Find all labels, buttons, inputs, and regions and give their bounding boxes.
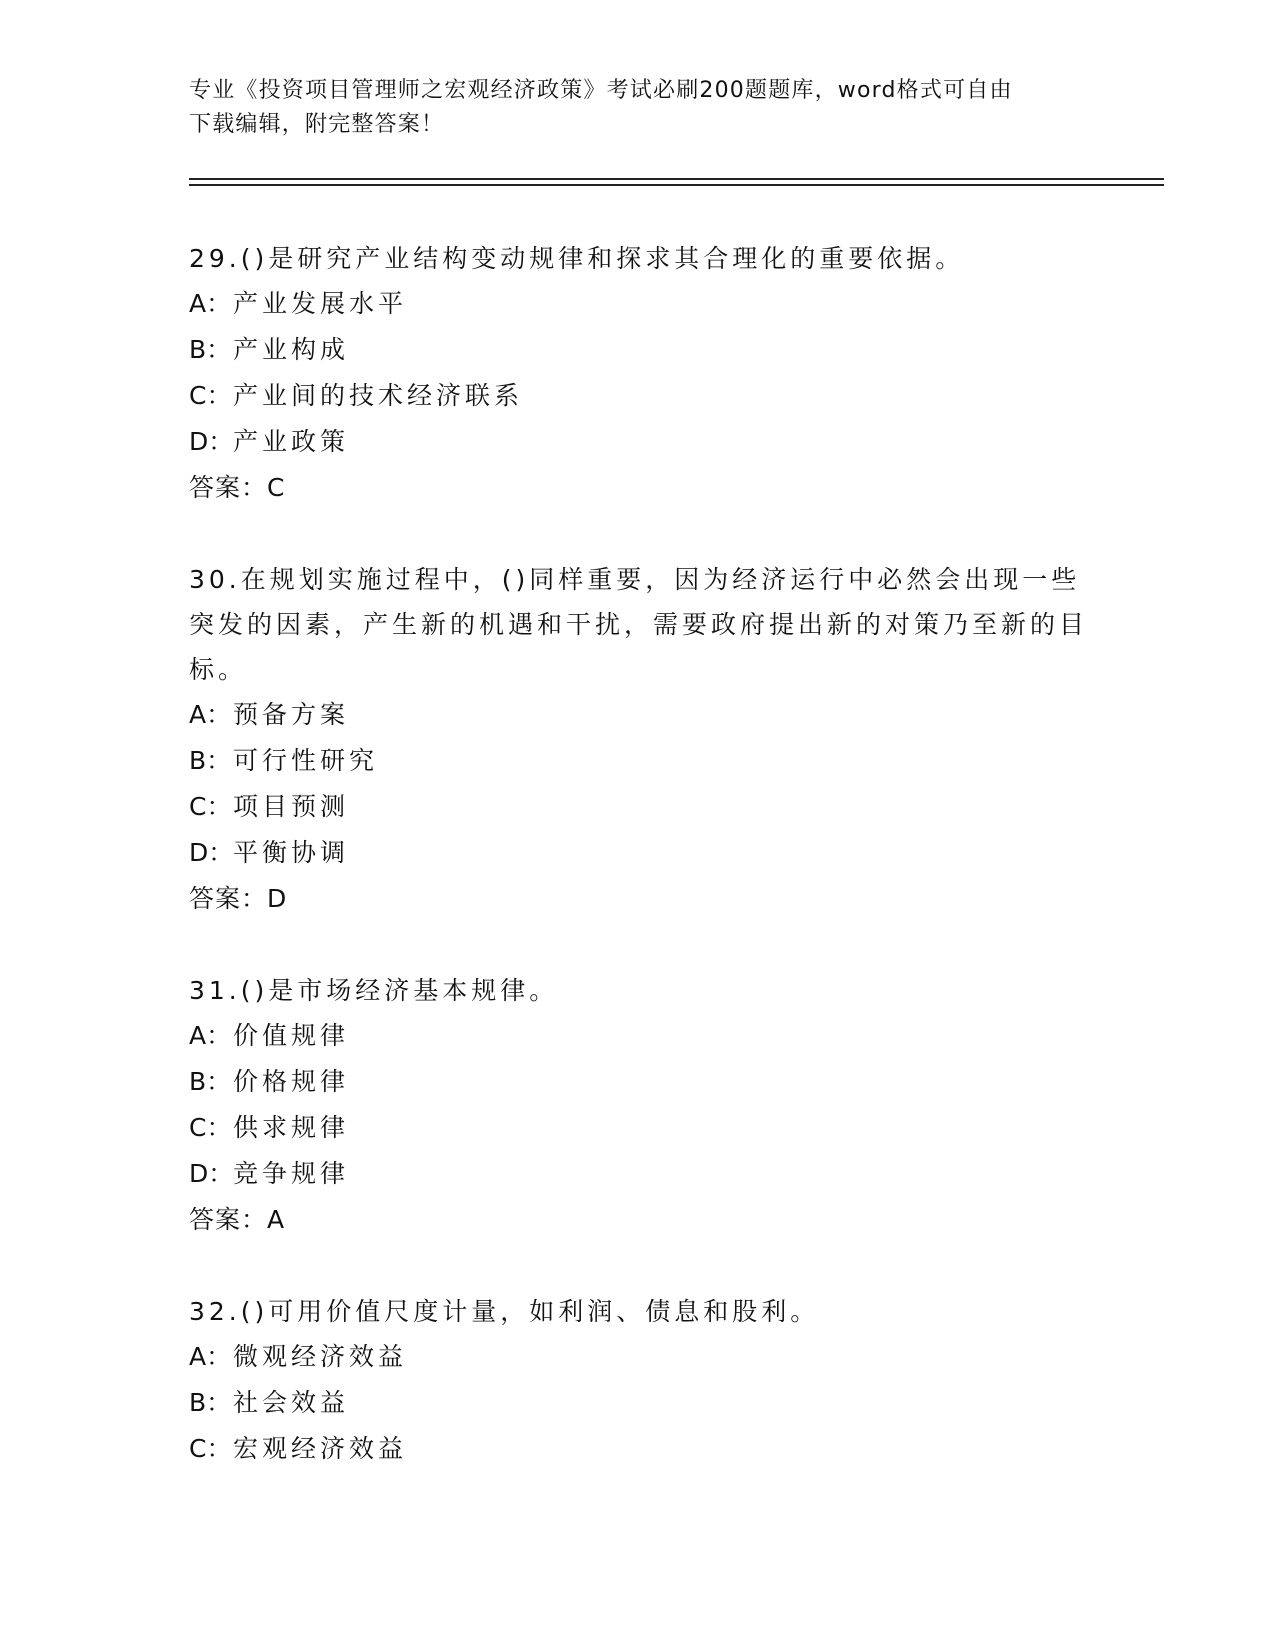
option-key: A：	[189, 289, 232, 318]
answer-line: 答案：C	[189, 473, 286, 502]
option-c	[189, 373, 1089, 419]
question-text	[189, 236, 1089, 281]
question-text	[189, 968, 1089, 1013]
question-30	[189, 557, 1089, 922]
option-b	[189, 738, 1089, 784]
option-text: 产业间的技术经济联系	[233, 381, 524, 410]
question-stem: ()是市场经济基本规律。	[240, 976, 559, 1005]
question-number: 29.	[189, 244, 241, 273]
question-32	[189, 1289, 1089, 1472]
option-d	[189, 830, 1089, 876]
question-text	[189, 1289, 1089, 1334]
option-c	[189, 1105, 1089, 1151]
option-key: A：	[189, 1021, 232, 1050]
option-b	[189, 1059, 1089, 1105]
option-key: C：	[189, 381, 232, 410]
question-number: 32.	[189, 1297, 241, 1326]
question-stem: ()可用价值尺度计量，如利润、债息和股利。	[240, 1297, 820, 1326]
option-key: B：	[189, 1388, 232, 1417]
option-key: B：	[189, 335, 232, 364]
option-a	[189, 1013, 1089, 1059]
option-key: C：	[189, 792, 232, 821]
option-text: 预备方案	[233, 700, 350, 729]
answer-line: 答案：D	[189, 884, 288, 913]
option-key: C：	[189, 1113, 232, 1142]
option-text: 项目预测	[233, 792, 350, 821]
question-stem: ()是研究产业结构变动规律和探求其合理化的重要依据。	[240, 244, 965, 273]
option-key: B：	[189, 746, 232, 775]
option-text: 产业政策	[233, 427, 350, 456]
option-d	[189, 419, 1089, 465]
answer-line: 答案：A	[189, 1205, 286, 1234]
option-c	[189, 784, 1089, 830]
option-b	[189, 327, 1089, 373]
header-line-1: 专业《投资项目管理师之宏观经济政策》考试必刷200题题库，word格式可自由	[189, 78, 1013, 103]
option-b	[189, 1380, 1089, 1426]
question-29	[189, 236, 1089, 511]
option-key: C：	[189, 1434, 232, 1463]
option-key: D：	[189, 427, 234, 456]
option-text: 社会效益	[233, 1388, 350, 1417]
option-d	[189, 1151, 1089, 1197]
option-key: B：	[189, 1067, 232, 1096]
option-key: A：	[189, 1342, 232, 1371]
question-31	[189, 968, 1089, 1243]
option-text: 产业构成	[233, 335, 350, 364]
question-number: 30.	[189, 565, 241, 594]
option-key: A：	[189, 700, 232, 729]
header-line-2: 下载编辑，附完整答案！	[189, 112, 445, 137]
header-divider-top	[189, 178, 1164, 180]
option-a	[189, 281, 1089, 327]
option-text: 供求规律	[233, 1113, 350, 1142]
document-header	[189, 74, 1089, 142]
option-key: D：	[189, 838, 234, 867]
option-text: 平衡协调	[233, 838, 350, 867]
question-text	[189, 557, 1089, 692]
option-text: 价格规律	[233, 1067, 350, 1096]
option-text: 价值规律	[233, 1021, 350, 1050]
option-text: 产业发展水平	[233, 289, 408, 318]
question-stem: 在规划实施过程中，()同样重要，因为经济运行中必然会出现一些突发的因素，产生新的机遇和干扰，需要政府提出新的对策乃至新的目标。	[189, 565, 1089, 684]
option-key: D：	[189, 1159, 234, 1188]
header-divider-bottom	[189, 184, 1164, 186]
option-c	[189, 1426, 1089, 1472]
question-list	[189, 236, 1089, 1518]
option-text: 可行性研究	[233, 746, 379, 775]
option-a	[189, 692, 1089, 738]
question-number: 31.	[189, 976, 241, 1005]
option-text: 竞争规律	[233, 1159, 350, 1188]
option-text: 微观经济效益	[233, 1342, 408, 1371]
option-text: 宏观经济效益	[233, 1434, 408, 1463]
option-a	[189, 1334, 1089, 1380]
